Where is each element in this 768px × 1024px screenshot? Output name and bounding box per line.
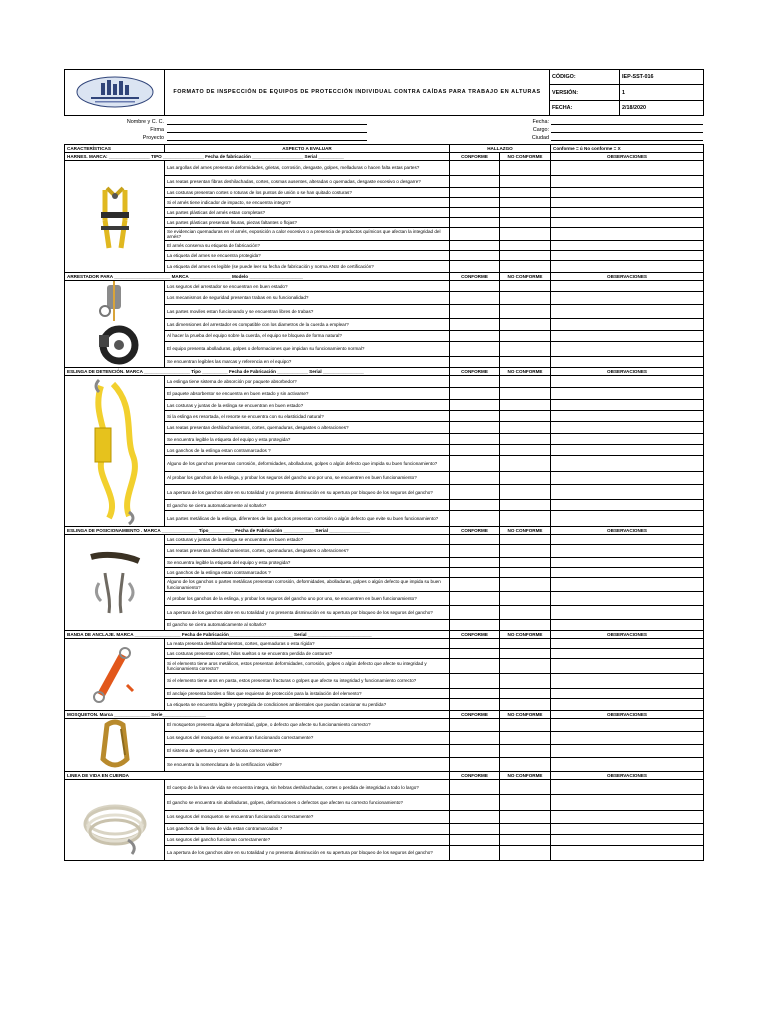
version-value: 1	[620, 85, 704, 101]
no-conforme-cell[interactable]	[500, 292, 551, 304]
checklist-question: Los ganchos de la eslinga estan contramarcados ?	[165, 445, 450, 456]
no-conforme-cell[interactable]	[500, 845, 551, 860]
ciudad-field[interactable]	[551, 134, 703, 141]
observaciones-cell[interactable]	[551, 161, 704, 176]
checklist-question: Las reatas presentan deshilachamientos, cortes, quemaduras, desgastes o alteraciones?	[165, 422, 450, 434]
observaciones-cell[interactable]	[551, 400, 704, 411]
observaciones-cell[interactable]	[551, 445, 704, 456]
conforme-cell[interactable]	[450, 198, 500, 208]
checklist-question: Si el arnés tiene indicador de impacto, se encuentra integro?	[165, 198, 450, 208]
no-conforme-cell[interactable]	[500, 485, 551, 500]
checklist-question: El equipo presenta abolladuras, golpes o deformaciones que impidan su funcionamiento normal?	[165, 342, 450, 357]
checklist-question: Los ganchos de la línea de vida estan contramarcados ?	[165, 823, 450, 834]
checklist-question: Las costuras y juntas de la eslinga se encuentran en buen estado?	[165, 400, 450, 411]
checklist-table	[64, 144, 704, 861]
conforme-cell[interactable]	[450, 592, 500, 606]
fecha-info-label: Fecha:	[532, 119, 549, 125]
observaciones-cell[interactable]	[551, 208, 704, 218]
conforme-cell[interactable]	[450, 699, 500, 711]
checklist-question: El sistema de apertura y cierre funciona correctamente?	[165, 744, 450, 757]
company-logo	[65, 70, 165, 116]
rope-grab-image	[65, 281, 165, 368]
conforme-cell[interactable]	[450, 471, 500, 484]
observaciones-cell[interactable]	[551, 719, 704, 732]
conforme-header: CONFORME	[450, 153, 500, 161]
observaciones-cell[interactable]	[551, 578, 704, 592]
no-conforme-cell[interactable]	[500, 400, 551, 411]
checklist-question: Las costuras y juntas de la eslinga se encuentran en buen estado?	[165, 535, 450, 545]
no-conforme-cell[interactable]	[500, 639, 551, 649]
checklist-question: Se encuentran legibles las marcas y referencia en el equipo?	[165, 356, 450, 367]
observaciones-cell[interactable]	[551, 834, 704, 845]
codigo-label: CÓDIGO:	[550, 70, 620, 85]
observaciones-cell[interactable]	[551, 188, 704, 198]
no-conforme-cell[interactable]	[500, 689, 551, 699]
no-conforme-cell[interactable]	[500, 208, 551, 218]
observaciones-cell[interactable]	[551, 330, 704, 341]
conforme-cell[interactable]	[450, 780, 500, 795]
proyecto-label: Proyecto	[142, 135, 164, 141]
no-conforme-cell[interactable]	[500, 744, 551, 757]
no-conforme-cell[interactable]	[500, 731, 551, 744]
observaciones-cell[interactable]	[551, 620, 704, 631]
no-conforme-cell[interactable]	[500, 251, 551, 261]
conforme-cell[interactable]	[450, 456, 500, 471]
no-conforme-cell[interactable]	[500, 674, 551, 689]
observaciones-cell[interactable]	[551, 558, 704, 568]
observaciones-cell[interactable]	[551, 744, 704, 757]
conforme-cell[interactable]	[450, 161, 500, 176]
section-header-row	[65, 772, 704, 780]
observaciones-cell[interactable]	[551, 388, 704, 400]
nombre-label: Nombre y C. C.	[126, 119, 164, 125]
checklist-question: El arnés conserva su etiqueta de fabricación?	[165, 241, 450, 251]
caracteristicas-header: CARACTERÍSTICAS	[65, 145, 165, 153]
checklist-question: Si el elemento tiene aros metálicos, estos presentan deformidades, corrosión, golpes o algún defecto que afecte su integridad y funcionamiento correcto?	[165, 659, 450, 674]
conforme-cell[interactable]	[450, 188, 500, 198]
observaciones-cell[interactable]	[551, 511, 704, 527]
observaciones-cell[interactable]	[551, 568, 704, 578]
fecha-info-field[interactable]	[551, 118, 703, 125]
no-conforme-cell[interactable]	[500, 620, 551, 631]
observaciones-cell[interactable]	[551, 251, 704, 261]
observaciones-cell[interactable]	[551, 649, 704, 659]
observaciones-cell[interactable]	[551, 780, 704, 795]
proyecto-field[interactable]	[167, 134, 367, 141]
section-title: ESLINGA DE DETENCIÓN. MARCA __________________ Tipo __________ Fecha de Fabricación ____________ Serial ________________	[65, 368, 450, 376]
checklist-row	[65, 535, 704, 545]
no-conforme-cell[interactable]	[500, 388, 551, 400]
checklist-question: Se encuentra legible la etiqueta del equipo y esta protegida?	[165, 434, 450, 445]
positioning-lanyard-image	[65, 535, 165, 631]
checklist-question: Al hacer la prueba del equipo sobre la cuerda, el equipo se bloquea de forma natural?	[165, 330, 450, 341]
no-conforme-cell[interactable]	[500, 319, 551, 330]
no-conforme-cell[interactable]	[500, 578, 551, 592]
conforme-cell[interactable]	[450, 376, 500, 388]
conforme-cell[interactable]	[450, 500, 500, 511]
conforme-cell[interactable]	[450, 578, 500, 592]
no-conforme-header: NO CONFORME	[500, 153, 551, 161]
conforme-cell[interactable]	[450, 356, 500, 367]
conforme-cell[interactable]	[450, 304, 500, 319]
ciudad-label: Ciudad	[531, 135, 549, 141]
checklist-question: Las dimensiones del arrestador es compatible con los diametros de la cuerda a emplear?	[165, 319, 450, 330]
observaciones-header: OBSERVACIONES	[551, 153, 704, 161]
no-conforme-cell[interactable]	[500, 592, 551, 606]
checklist-question: La apertura de los ganchos abre en su totalidad y no presenta disminución en su apertura por bloqueo de los seguros del gancho?	[165, 845, 450, 860]
no-conforme-cell[interactable]	[500, 511, 551, 527]
conforme-cell[interactable]	[450, 400, 500, 411]
no-conforme-cell[interactable]	[500, 780, 551, 795]
conforme-cell[interactable]	[450, 558, 500, 568]
conforme-cell[interactable]	[450, 434, 500, 445]
inspection-form	[64, 69, 703, 947]
conforme-cell[interactable]	[450, 757, 500, 771]
observaciones-cell[interactable]	[551, 356, 704, 367]
section-header-row	[65, 153, 704, 161]
conforme-cell[interactable]	[450, 689, 500, 699]
conforme-cell[interactable]	[450, 719, 500, 732]
no-conforme-cell[interactable]	[500, 649, 551, 659]
conforme-cell[interactable]	[450, 744, 500, 757]
no-conforme-cell[interactable]	[500, 558, 551, 568]
observaciones-cell[interactable]	[551, 545, 704, 558]
no-conforme-header: NO CONFORME	[500, 711, 551, 719]
checklist-question: Si la eslinga es resortada, el resorte se encuentra con su elasticidad natural?	[165, 411, 450, 422]
observaciones-cell[interactable]	[551, 689, 704, 699]
conforme-cell[interactable]	[450, 568, 500, 578]
section-title: ESLINGA DE POSICIONAMIENTO . MARCA ______________ Tipo__________ Fecha de Fabricación ____________ Serial ________________	[65, 527, 450, 535]
checklist-question: La apertura de los ganchos abre en su totalidad y no presenta disminución en su apertura por bloqueo de los seguros del gancho?	[165, 606, 450, 620]
observaciones-cell[interactable]	[551, 699, 704, 711]
observaciones-cell[interactable]	[551, 500, 704, 511]
observaciones-cell[interactable]	[551, 422, 704, 434]
no-conforme-cell[interactable]	[500, 188, 551, 198]
nombre-field[interactable]	[167, 118, 367, 125]
no-conforme-cell[interactable]	[500, 356, 551, 367]
observaciones-cell[interactable]	[551, 674, 704, 689]
observaciones-header: OBSERVACIONES	[551, 527, 704, 535]
checklist-row	[65, 376, 704, 388]
checklist-question: Las reatas presentan fibras deshilachadas, cortes, cosmas ausentes, alteradas o quemadas, desgaste excesivo o desgarre?	[165, 176, 450, 188]
conforme-cell[interactable]	[450, 485, 500, 500]
checklist-question: Las argollas del arnes presentan deformidades, grietas, corrosión, desgaste, golpes, melladuras o hacen falta estas partes?	[165, 161, 450, 176]
no-conforme-cell[interactable]	[500, 261, 551, 273]
observaciones-header: OBSERVACIONES	[551, 368, 704, 376]
checklist-row	[65, 719, 704, 732]
observaciones-cell[interactable]	[551, 810, 704, 823]
fecha-label: FECHA:	[550, 101, 620, 116]
checklist-question: Se evidencian quemaduras en el arnés, exposición a calor excesivo o a presencia de productos químicos que afectan la integridad del arnés?	[165, 228, 450, 241]
no-conforme-cell[interactable]	[500, 434, 551, 445]
section-title: LINEA DE VIDA EN CUERDA	[65, 772, 450, 780]
checklist-question: Las reatas presentan deshilachamientos, cortes, quemaduras, desgastes o alteraciones?	[165, 545, 450, 558]
no-conforme-cell[interactable]	[500, 795, 551, 810]
conforme-cell[interactable]	[450, 545, 500, 558]
no-conforme-cell[interactable]	[500, 411, 551, 422]
no-conforme-cell[interactable]	[500, 568, 551, 578]
observaciones-cell[interactable]	[551, 292, 704, 304]
no-conforme-header: NO CONFORME	[500, 527, 551, 535]
observaciones-cell[interactable]	[551, 342, 704, 357]
section-title: MOSQUETON. Marca ______________ Serie_________________	[65, 711, 450, 719]
observaciones-cell[interactable]	[551, 176, 704, 188]
observaciones-cell[interactable]	[551, 304, 704, 319]
observaciones-cell[interactable]	[551, 261, 704, 273]
checklist-question: Las costuras presentan cortes, hilos sueltos o se encuentra perdida de costuras?	[165, 649, 450, 659]
conforme-cell[interactable]	[450, 795, 500, 810]
version-label: VERSIÓN:	[550, 85, 620, 101]
observaciones-header: OBSERVACIONES	[551, 711, 704, 719]
conforme-cell[interactable]	[450, 251, 500, 261]
conforme-cell[interactable]	[450, 422, 500, 434]
checklist-question: La apertura de los ganchos abre en su totalidad y no presenta disminución en su apertura por bloqueo de los seguros del gancho?	[165, 485, 450, 500]
observaciones-cell[interactable]	[551, 319, 704, 330]
inspector-info	[64, 117, 703, 143]
checklist-question: El gancho se cierra automaticamente al soltarlo?	[165, 620, 450, 631]
conforme-header: CONFORME	[450, 711, 500, 719]
observaciones-cell[interactable]	[551, 411, 704, 422]
checklist-question: El gancho se cierra automaticamente al soltarlo?	[165, 500, 450, 511]
no-conforme-cell[interactable]	[500, 228, 551, 241]
observaciones-cell[interactable]	[551, 241, 704, 251]
observaciones-cell[interactable]	[551, 218, 704, 228]
section-header-row	[65, 273, 704, 281]
conforme-cell[interactable]	[450, 388, 500, 400]
no-conforme-cell[interactable]	[500, 500, 551, 511]
checklist-question: Las partes moviles estan funcionando y se encuentran libres de trabas?	[165, 304, 450, 319]
conforme-cell[interactable]	[450, 208, 500, 218]
section-title: ARRESTADOR PARA ______________________ MARCA ________________ Modelo _____________________	[65, 273, 450, 281]
lifeline-rope-image	[65, 780, 165, 861]
conforme-header: CONFORME	[450, 368, 500, 376]
conforme-cell[interactable]	[450, 834, 500, 845]
checklist-question: Si el elemento tiene aros en pasta, estos presentan fracturas o golpes que afecte su integridad y funcionamiento correcto?	[165, 674, 450, 689]
checklist-question: La etiqueta del arnes se encuentra protegida?	[165, 251, 450, 261]
checklist-question: Se encuentra legible la etiqueta del equipo y esta protegida?	[165, 558, 450, 568]
no-conforme-cell[interactable]	[500, 304, 551, 319]
firma-field[interactable]	[167, 126, 367, 133]
conforme-cell[interactable]	[450, 606, 500, 620]
conforme-cell[interactable]	[450, 731, 500, 744]
conforme-cell[interactable]	[450, 674, 500, 689]
no-conforme-cell[interactable]	[500, 810, 551, 823]
checklist-question: Los seguros del mosqueton se encuentran funcionando correctamente?	[165, 810, 450, 823]
checklist-question: La eslinga tiene sistema de absorción por paquete absorbedor?	[165, 376, 450, 388]
observaciones-cell[interactable]	[551, 456, 704, 471]
harness-image	[65, 161, 165, 273]
observaciones-cell[interactable]	[551, 434, 704, 445]
conforme-cell[interactable]	[450, 261, 500, 273]
checklist-question: Alguno de los ganchos presentan corrosión, deformidades, abolladuras, golpes o algún defecto que impida su buen funcionamiento?	[165, 456, 450, 471]
checklist-question: Alguno de los ganchos o partes metálicas presentan corrosión, deformidades, abolladuras, golpes o algún defecto que impida su buen funcionamiento?	[165, 578, 450, 592]
no-conforme-header: NO CONFORME	[500, 631, 551, 639]
observaciones-cell[interactable]	[551, 592, 704, 606]
checklist-question: Las partes metálicas de la eslinga, diferentes de los ganchos presentan corrosión o algún defecto que evite su buen funcionamiento?	[165, 511, 450, 527]
no-conforme-cell[interactable]	[500, 823, 551, 834]
observaciones-header: OBSERVACIONES	[551, 772, 704, 780]
checklist-row	[65, 639, 704, 649]
document-title: FORMATO DE INSPECCIÓN DE EQUIPOS DE PROTECCIÓN INDIVIDUAL CONTRA CAÍDAS PARA TRABAJO EN ALTURAS	[165, 70, 550, 116]
no-conforme-header: NO CONFORME	[500, 273, 551, 281]
observaciones-header: OBSERVACIONES	[551, 631, 704, 639]
carabiner-image	[65, 719, 165, 772]
checklist-question: Los seguros del arrestador se encuentran en buen estado?	[165, 281, 450, 292]
conforme-cell[interactable]	[450, 810, 500, 823]
checklist-question: Al probar los ganchos de la eslinga, y probar los seguros del gancho uno por uno, se encuentren en buen funcionamiento?	[165, 592, 450, 606]
section-header-row	[65, 631, 704, 639]
observaciones-cell[interactable]	[551, 535, 704, 545]
firma-label: Firma	[150, 127, 164, 133]
observaciones-header: OBSERVACIONES	[551, 273, 704, 281]
observaciones-cell[interactable]	[551, 606, 704, 620]
conforme-header: CONFORME	[450, 772, 500, 780]
conforme-cell[interactable]	[450, 511, 500, 527]
conforme-cell[interactable]	[450, 535, 500, 545]
no-conforme-cell[interactable]	[500, 471, 551, 484]
hallazgo-header: HALLAZGO	[450, 145, 551, 153]
column-header-row	[65, 145, 704, 153]
document-header	[64, 69, 704, 116]
conforme-header: CONFORME	[450, 631, 500, 639]
no-conforme-cell[interactable]	[500, 241, 551, 251]
conforme-cell[interactable]	[450, 241, 500, 251]
conforme-cell[interactable]	[450, 330, 500, 341]
cargo-label: Cargo:	[532, 127, 549, 133]
legend-text: Conforme = ú No conforme = X	[551, 145, 704, 153]
section-title: HARNES. MARCA: ________________ TIPO ________________ Fecha de fabricación ____________________ Serial __________	[65, 153, 450, 161]
no-conforme-header: NO CONFORME	[500, 772, 551, 780]
conforme-cell[interactable]	[450, 228, 500, 241]
anchor-strap-image	[65, 639, 165, 711]
checklist-question: Se encuentra la nomenclatura de la certificacion visible?	[165, 757, 450, 771]
conforme-cell[interactable]	[450, 411, 500, 422]
conforme-cell[interactable]	[450, 319, 500, 330]
section-header-row	[65, 527, 704, 535]
conforme-cell[interactable]	[450, 639, 500, 649]
checklist-question: Las partes plásticas presentan fisuras, piezas faltantes o flojas?	[165, 218, 450, 228]
conforme-header: CONFORME	[450, 273, 500, 281]
no-conforme-cell[interactable]	[500, 545, 551, 558]
observaciones-cell[interactable]	[551, 376, 704, 388]
checklist-question: La reata presenta deshilachamientos, cortes, quemaduras o esta rígida?	[165, 639, 450, 649]
observaciones-cell[interactable]	[551, 471, 704, 484]
observaciones-cell[interactable]	[551, 731, 704, 744]
checklist-question: El anclaje presenta bordes o filos que requieran de protección para la instalación del elemento?	[165, 689, 450, 699]
observaciones-cell[interactable]	[551, 659, 704, 674]
no-conforme-cell[interactable]	[500, 376, 551, 388]
conforme-cell[interactable]	[450, 649, 500, 659]
checklist-row	[65, 161, 704, 176]
no-conforme-cell[interactable]	[500, 834, 551, 845]
no-conforme-cell[interactable]	[500, 281, 551, 292]
checklist-question: Al probar los ganchos de la eslinga, y probar los seguros del gancho uno por uno, se encuentren en buen funcionamiento?	[165, 471, 450, 484]
conforme-cell[interactable]	[450, 281, 500, 292]
no-conforme-cell[interactable]	[500, 757, 551, 771]
no-conforme-cell[interactable]	[500, 422, 551, 434]
fecha-value: 2/18/2020	[620, 101, 704, 116]
checklist-question: Las costuras presentan cortes o roturas de los puntos de unión o se han quitado costuras?	[165, 188, 450, 198]
no-conforme-cell[interactable]	[500, 719, 551, 732]
no-conforme-cell[interactable]	[500, 699, 551, 711]
no-conforme-cell[interactable]	[500, 445, 551, 456]
no-conforme-cell[interactable]	[500, 535, 551, 545]
observaciones-cell[interactable]	[551, 281, 704, 292]
conforme-header: CONFORME	[450, 527, 500, 535]
no-conforme-cell[interactable]	[500, 659, 551, 674]
checklist-question: El paquete absorbentor se encuentra en buen estado y sin activarse?	[165, 388, 450, 400]
section-header-row	[65, 711, 704, 719]
observaciones-cell[interactable]	[551, 845, 704, 860]
observaciones-cell[interactable]	[551, 228, 704, 241]
checklist-question: Los seguros del mosqueton se encuentran funcionando correctamente?	[165, 731, 450, 744]
conforme-cell[interactable]	[450, 823, 500, 834]
observaciones-cell[interactable]	[551, 795, 704, 810]
no-conforme-cell[interactable]	[500, 218, 551, 228]
section-header-row	[65, 368, 704, 376]
conforme-cell[interactable]	[450, 218, 500, 228]
checklist-question: Los ganchos de la eslinga estan contramarcados ?	[165, 568, 450, 578]
codigo-value: IEP-SST-016	[620, 70, 704, 85]
aspecto-header: ASPECTO A EVALUAR	[165, 145, 450, 153]
conforme-cell[interactable]	[450, 342, 500, 357]
observaciones-cell[interactable]	[551, 757, 704, 771]
cargo-field[interactable]	[551, 126, 703, 133]
checklist-question: El gancho se encuentra sin abolladuras, golpes, deformaciones o defectos que afecten su correcto funcionamiento?	[165, 795, 450, 810]
checklist-question: El mosqueton presenta alguna deformidad, golpe, o defecto que afecte su funcionamiento correcto?	[165, 719, 450, 732]
conforme-cell[interactable]	[450, 176, 500, 188]
checklist-question: Los mecanismos de seguridad presentan trabas en su funcionalidad?	[165, 292, 450, 304]
no-conforme-cell[interactable]	[500, 606, 551, 620]
conforme-cell[interactable]	[450, 845, 500, 860]
no-conforme-cell[interactable]	[500, 330, 551, 341]
section-title: BANDA DE ANCLAJE. MARCA __________________ Fecha de Fabricación_________________________ Serial _________________________	[65, 631, 450, 639]
conforme-cell[interactable]	[450, 292, 500, 304]
no-conforme-cell[interactable]	[500, 198, 551, 208]
no-conforme-cell[interactable]	[500, 456, 551, 471]
no-conforme-cell[interactable]	[500, 176, 551, 188]
conforme-cell[interactable]	[450, 659, 500, 674]
checklist-question: El cuerpo de la línea de vida se encuentra integra, sin hebras deshilachadas, cortes o perdida de integridad a todo lo largo?	[165, 780, 450, 795]
checklist-question: Los seguros del gancho funcionan correctamente?	[165, 834, 450, 845]
checklist-row	[65, 281, 704, 292]
conforme-cell[interactable]	[450, 445, 500, 456]
observaciones-cell[interactable]	[551, 823, 704, 834]
checklist-question: La etiqueta del arnes es legible (se puede leer su fecha de fabricación y norma ANSI de certificación?	[165, 261, 450, 273]
checklist-question: Las partes plásticas del arnés estan completas?	[165, 208, 450, 218]
no-conforme-header: NO CONFORME	[500, 368, 551, 376]
observaciones-cell[interactable]	[551, 485, 704, 500]
no-conforme-cell[interactable]	[500, 342, 551, 357]
checklist-row	[65, 780, 704, 795]
no-conforme-cell[interactable]	[500, 161, 551, 176]
observaciones-cell[interactable]	[551, 639, 704, 649]
shock-absorbing-lanyard-image	[65, 376, 165, 527]
conforme-cell[interactable]	[450, 620, 500, 631]
observaciones-cell[interactable]	[551, 198, 704, 208]
checklist-question: La etiqueta se encuentra legible y protegida de condiciones ambientales que puedan ocasionar su perdida?	[165, 699, 450, 711]
